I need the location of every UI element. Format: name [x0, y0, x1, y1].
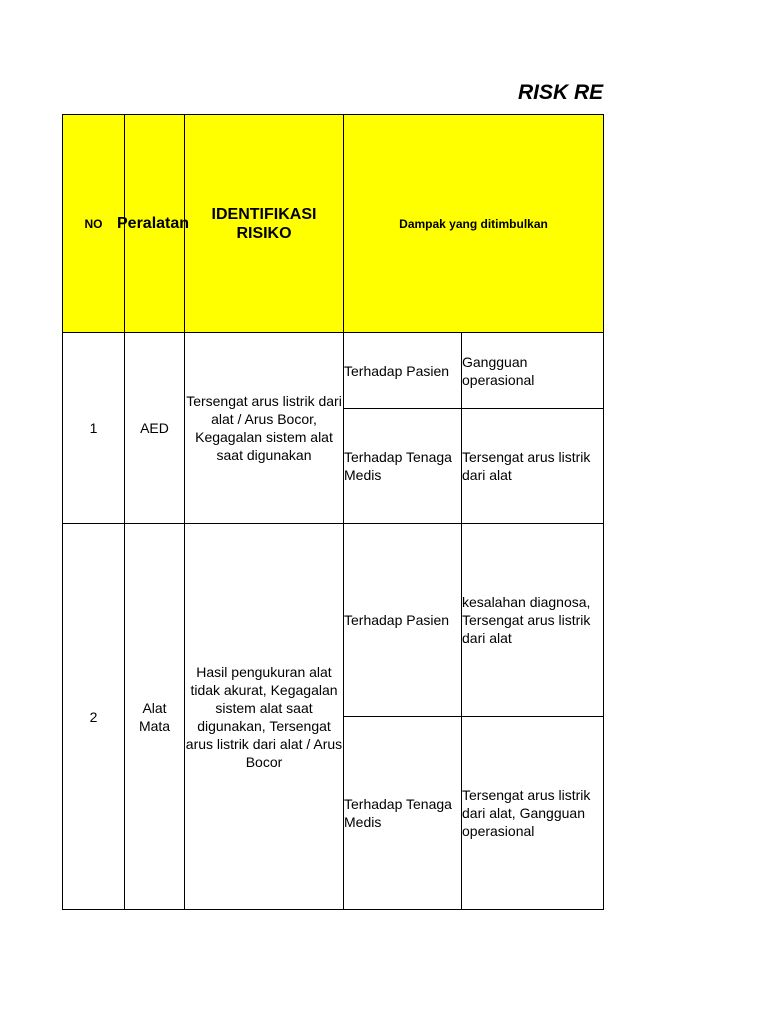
- row-1-identifikasi: Tersengat arus listrik dari alat / Arus Bocor, Kegagalan sistem alat saat digunakan: [185, 333, 344, 524]
- row-1-no: 1: [63, 333, 125, 524]
- row-2-impact-1-target: Terhadap Pasien: [344, 524, 462, 717]
- table-row: [63, 524, 604, 717]
- header-peralatan: [117, 115, 190, 333]
- document-title: RISK RE: [518, 81, 604, 104]
- row-1-impact-1-target: Terhadap Pasien: [344, 333, 462, 409]
- row-2-impact-2-text: Tersengat arus listrik dari alat, Gangguan operasional: [462, 717, 604, 910]
- table-header-row: [63, 115, 604, 333]
- row-2-impact-1-text: kesalahan diagnosa, Tersengat arus listrik dari alat: [462, 524, 604, 717]
- document-title-container: [518, 78, 604, 110]
- row-1-impact-2-text: Tersengat arus listrik dari alat: [462, 409, 604, 524]
- row-2-identifikasi: Hasil pengukuran alat tidak akurat, Kegagalan sistem alat saat digunakan, Tersengat arus listrik dari alat / Arus Bocor: [185, 524, 344, 910]
- risk-register-table: [62, 114, 604, 910]
- row-1-impact-1-text: Gangguan operasional: [462, 333, 604, 409]
- row-1-peralatan: AED: [125, 333, 185, 524]
- row-2-no: 2: [63, 524, 125, 910]
- header-no: NO: [63, 115, 125, 333]
- row-2-impact-2-target: Terhadap Tenaga Medis: [344, 717, 462, 910]
- table-row: [63, 333, 604, 409]
- header-peralatan-label: Peralatan: [117, 214, 190, 232]
- row-1-impact-2-target: Terhadap Tenaga Medis: [344, 409, 462, 524]
- header-dampak: Dampak yang ditimbulkan: [344, 115, 604, 333]
- header-identifikasi-risiko: IDENTIFIKASI RISIKO: [185, 115, 344, 333]
- row-2-peralatan: Alat Mata: [125, 524, 185, 910]
